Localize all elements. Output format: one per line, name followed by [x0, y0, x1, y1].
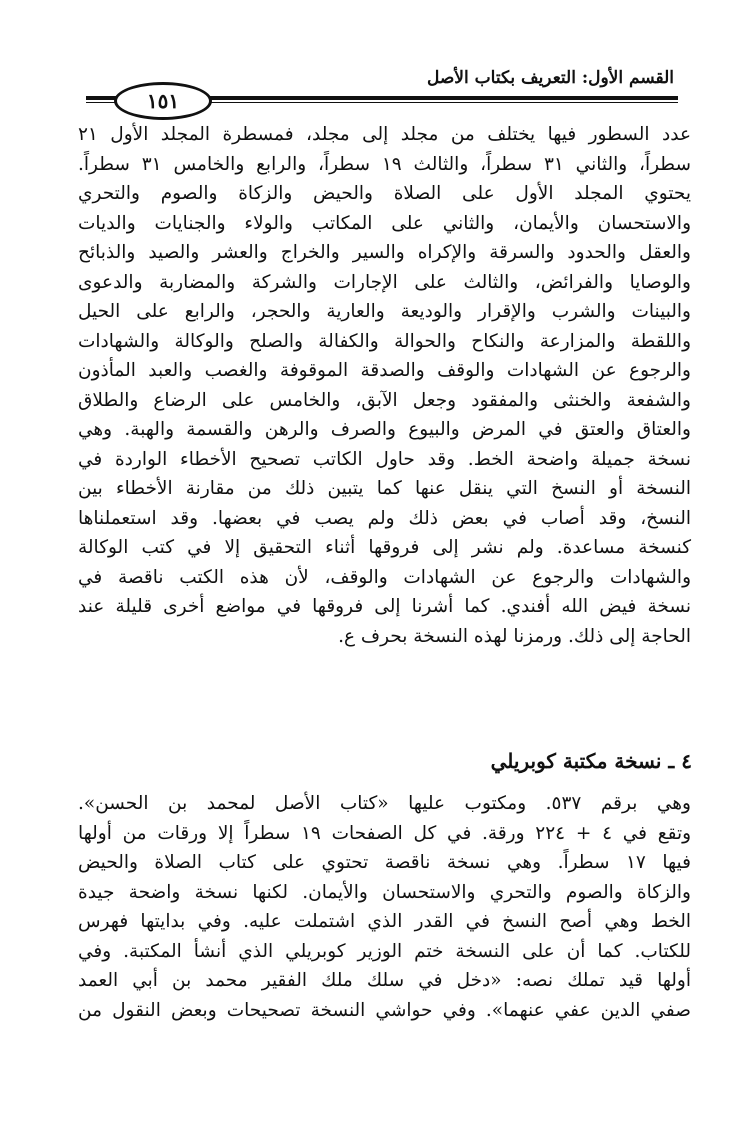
text-line: صفي الدين عفي عنهما». وفي حواشي النسخة تصحيحات وبعض النقول من	[78, 999, 691, 1021]
text-line: عدد السطور فيها يختلف من مجلد إلى مجلد، فمسطرة المجلد الأول ٢١	[78, 124, 691, 145]
text-line: النسخة أو النسخ التي ينقل عنها كما يتبين ذلك من مقارنة الأخطاء بين	[78, 478, 691, 499]
text-line: النسخ، وقد أصاب في بعض ذلك ولم يصب في بعضها. وقد استعملناها	[78, 507, 691, 529]
section-heading: ٤ ـ نسخة مكتبة كوبريلي	[490, 749, 692, 773]
text-line: سطراً، والثاني ٣١ سطراً، والثالث ١٩ سطراً، والرابع والخامس ٣١ سطراً.	[78, 153, 691, 175]
text-line: كنسخة مساعدة. ولم نشر إلى فروقها أثناء التحقيق إلا في كتب الوكالة	[78, 537, 691, 558]
text-line: والزكاة والصوم والتحري والاستحسان والأيمان. لكنها نسخة واضحة جيدة	[78, 881, 691, 903]
text-line: والرجوع عن الشهادات والوقف والصدقة الموقوفة والغصب والعبد المأذون	[78, 360, 691, 381]
text-line: والعتاق والعتق في المرض والبيوع والصرف والرهن والقسمة والهبة. وهي	[78, 419, 691, 440]
running-header: القسم الأول: التعريف بكتاب الأصل	[426, 68, 674, 88]
text-line: والعقل والحدود والسرقة والإكراه والسير والخراج والعشر والصيد والذبائح	[78, 242, 691, 263]
paragraph-2	[78, 789, 691, 1025]
text-line: وتقع في ٤ + ٢٢٤ ورقة. في كل الصفحات ١٩ سطراً إلا ورقات من أولها	[78, 822, 692, 844]
text-line: وهي برقم ٥٣٧. ومكتوب عليها «كتاب الأصل لمحمد بن الحسن».	[78, 793, 691, 814]
text-line: والشهادات والرجوع عن الشهادات والوقف، لأن هذه الكتب ناقصة في	[78, 566, 691, 588]
text-line: فيها ١٧ سطراً. وهي نسخة ناقصة تحتوي على كتاب الصلاة والحيض	[78, 852, 691, 873]
text-line: نسخة جميلة واضحة الخط. وقد حاول الكاتب تصحيح الأخطاء الواردة في	[78, 448, 691, 470]
text-line: والشفعة والخنثى والمفقود وجعل الآبق، والخامس على الرضاع والطلاق	[78, 389, 691, 411]
text-line: أولها قيد تملك نصه: «دخل في سلك ملك الفقير محمد بن أبي العمد	[78, 970, 691, 991]
text-line: نسخة فيض الله أفندي. كما أشرنا إلى فروقها في مواضع أخرى قليلة عند	[78, 596, 691, 617]
text-line: واللقطة والمزارعة والنكاح والحوالة والكفالة والصلح والوكالة والشهادات	[78, 330, 691, 352]
page-number: ١٥١	[114, 82, 212, 120]
text-line: للكتاب. كما أن على النسخة ختم الوزير كوبريلي الذي أنشأ المكتبة. وفي	[78, 940, 691, 962]
text-line: الحاجة إلى ذلك. ورمزنا لهذه النسخة بحرف ع.	[338, 625, 691, 647]
text-line: والبينات والشرب والإقرار والوديعة والعارية والحجر، والرابع على الحيل	[78, 301, 691, 322]
paragraph-1	[78, 120, 691, 651]
text-line: والاستحسان والأيمان، والثاني على المكاتب والولاء والجنايات والديات	[78, 212, 691, 234]
text-line: يحتوي المجلد الأول على الصلاة والحيض والزكاة والصوم والتحري	[78, 183, 691, 204]
text-line: الخط وهي أصح النسخ في القدر الذي اشتملت عليه. وفي بدايتها فهرس	[78, 911, 691, 932]
text-line: والوصايا والفرائض، والثالث على الإجارات والشركة والمضاربة والدعوى	[78, 271, 691, 293]
